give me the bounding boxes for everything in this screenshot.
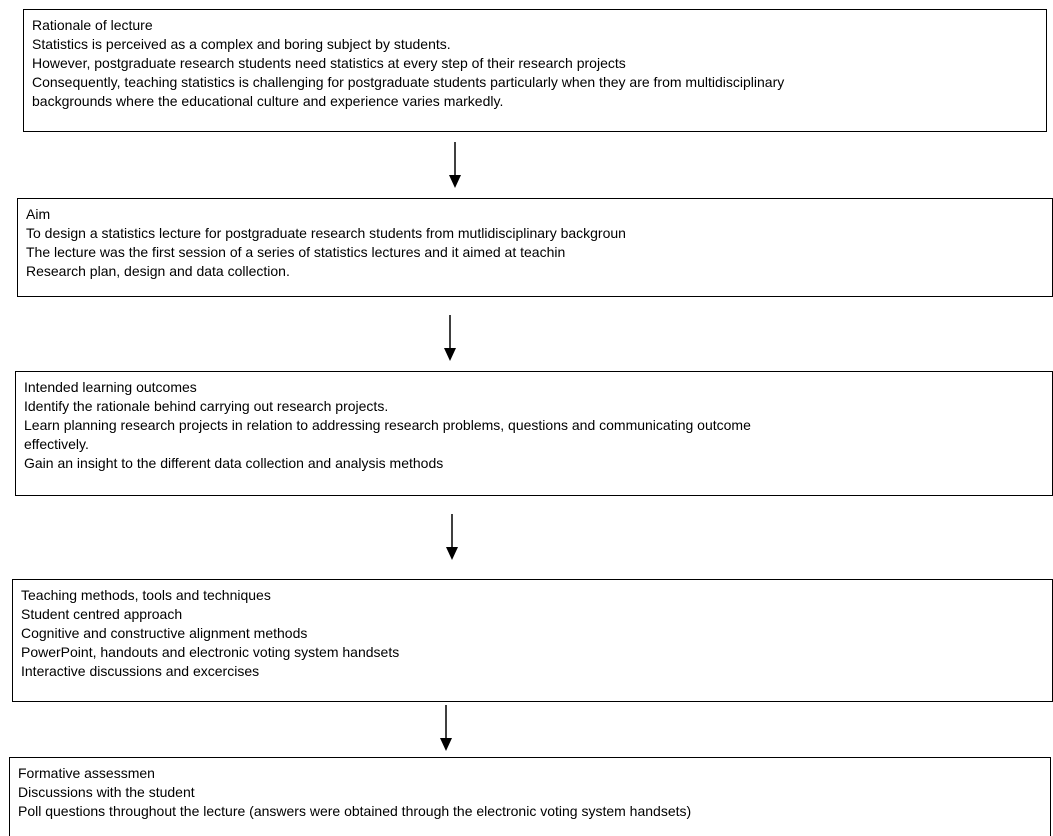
outcomes-line-1: Identify the rationale behind carrying out research projects. xyxy=(24,398,389,414)
outcomes-title: Intended learning outcomes xyxy=(24,379,197,395)
assessment-line-2: Poll questions throughout the lecture (answers were obtained through the electronic voting system handsets) xyxy=(18,803,692,819)
teaching-line-2: Cognitive and constructive alignment methods xyxy=(21,625,308,641)
rationale-title: Rationale of lecture xyxy=(32,17,153,33)
rationale-line-3: Consequently, teaching statistics is challenging for postgraduate students particularly when they are from multidisciplinary xyxy=(32,74,785,90)
teaching-methods-box xyxy=(12,579,1053,702)
arrow-down-icon xyxy=(445,514,459,560)
aim-title: Aim xyxy=(26,206,51,222)
rationale-box xyxy=(23,9,1047,132)
flow-arrow-4 xyxy=(439,705,453,751)
flow-arrow-3 xyxy=(445,514,459,560)
learning-outcomes-box xyxy=(15,371,1053,496)
aim-line-3: Research plan, design and data collection. xyxy=(26,263,290,279)
outcomes-line-4: Gain an insight to the different data collection and analysis methods xyxy=(24,455,444,471)
outcomes-line-3: effectively. xyxy=(24,436,89,452)
formative-assessment-box xyxy=(9,757,1051,836)
teaching-line-4: Interactive discussions and excercises xyxy=(21,663,260,679)
rationale-line-4: backgrounds where the educational culture and experience varies markedly. xyxy=(32,93,504,109)
rationale-line-2: However, postgraduate research students need statistics at every step of their research projects xyxy=(32,55,626,71)
aim-line-2: The lecture was the first session of a series of statistics lectures and it aimed at teachin xyxy=(26,244,566,260)
arrow-down-icon xyxy=(448,142,462,188)
aim-box xyxy=(17,198,1053,297)
teaching-title: Teaching methods, tools and techniques xyxy=(21,587,271,603)
outcomes-line-2: Learn planning research projects in relation to addressing research problems, questions and communicating outcome xyxy=(24,417,751,433)
aim-line-1: To design a statistics lecture for postgraduate research students from mutlidisciplinary backgroun xyxy=(26,225,626,241)
rationale-line-1: Statistics is perceived as a complex and boring subject by students. xyxy=(32,36,451,52)
teaching-line-1: Student centred approach xyxy=(21,606,183,622)
flow-arrow-1 xyxy=(448,142,462,188)
assessment-title: Formative assessmen xyxy=(18,765,155,781)
teaching-line-3: PowerPoint, handouts and electronic voting system handsets xyxy=(21,644,400,660)
arrow-down-icon xyxy=(439,705,453,751)
assessment-line-1: Discussions with the student xyxy=(18,784,195,800)
arrow-down-icon xyxy=(443,315,457,361)
flow-arrow-2 xyxy=(443,315,457,361)
